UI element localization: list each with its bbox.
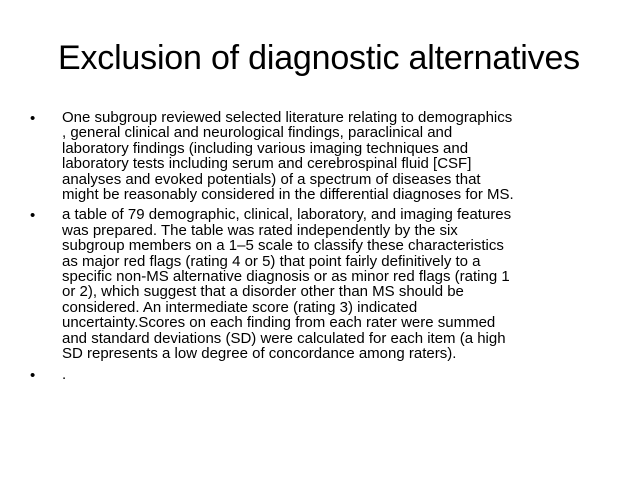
text-line: laboratory tests including serum and cerebrospinal fluid [CSF] xyxy=(62,155,472,173)
text-line: and standard deviations (SD) were calculated for each item (a high xyxy=(62,329,506,347)
text-line: uncertainty.Scores on each finding from each rater were summed xyxy=(62,314,496,332)
bullet-item xyxy=(30,367,620,382)
bullet-icon: • xyxy=(30,366,36,384)
bullet-item xyxy=(30,110,620,202)
text-line: subgroup members on a 1–5 scale to classify these characteristics xyxy=(62,237,504,255)
text-line: considered. An intermediate score (rating 3) indicated xyxy=(62,298,418,316)
text-line: was prepared. The table was rated independently by the six xyxy=(62,221,458,239)
text-line: specific non-MS alternative diagnosis or as minor red flags (rating 1 xyxy=(62,268,510,286)
text-line: SD represents a low degree of concordance among raters). xyxy=(62,345,457,363)
bullet-text xyxy=(62,367,620,382)
text-line: or 2), which suggest that a disorder other than MS should be xyxy=(62,283,464,301)
text-line: laboratory findings (including various imaging techniques and xyxy=(62,139,469,157)
slide-title: Exclusion of diagnostic alternatives xyxy=(58,39,580,77)
text-line: as major red flags (rating 4 or 5) that point fairly definitively to a xyxy=(62,252,481,270)
text-line: One subgroup reviewed selected literature relating to demographics xyxy=(62,109,513,126)
text-line: analyses and evoked potentials) of a spectrum of diseases that xyxy=(62,170,481,188)
text-line: might be reasonably considered in the differential diagnoses for MS. xyxy=(62,186,514,204)
bullet-item xyxy=(30,207,620,361)
text-line: a table of 79 demographic, clinical, laboratory, and imaging features xyxy=(62,206,512,224)
bullet-icon: • xyxy=(30,207,36,225)
bullet-text xyxy=(62,110,620,202)
text-line: , general clinical and neurological findings, paraclinical and xyxy=(62,124,453,142)
bullet-list xyxy=(30,110,620,387)
text-line: . xyxy=(62,365,67,383)
bullet-text xyxy=(62,207,620,361)
bullet-icon: • xyxy=(30,110,36,127)
